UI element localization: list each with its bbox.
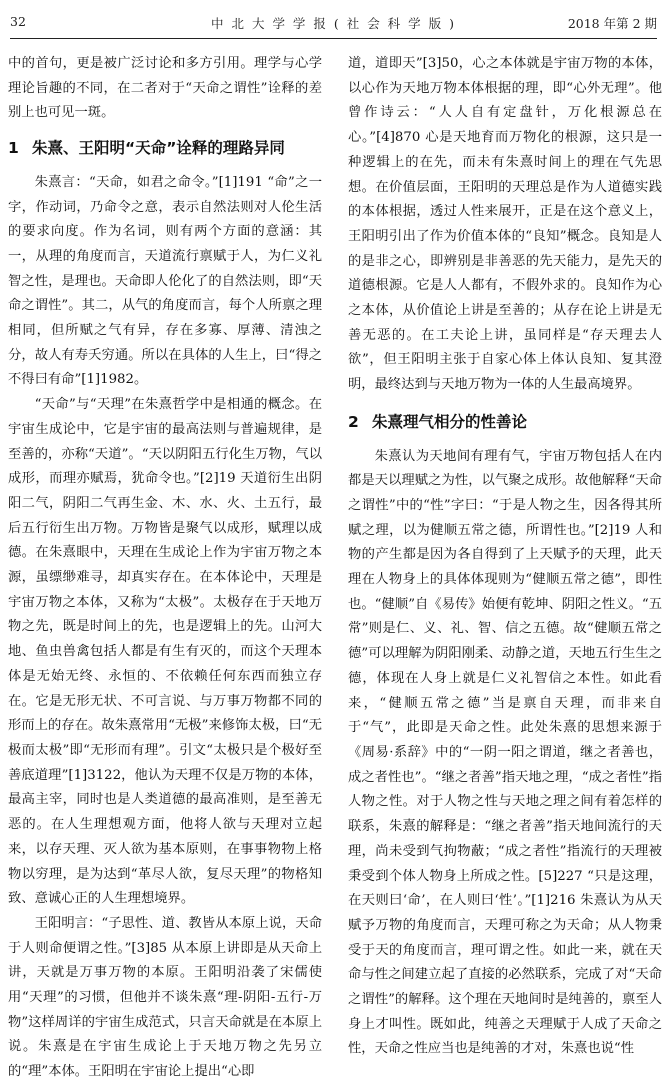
right-column (348, 52, 662, 1062)
page-number: 32 (10, 14, 26, 29)
body-paragraph: 中的首句，更是被广泛讨论和多方引用。理学与心学理论旨趣的不同，在二者对于“天命之谓性”诠释的差别上也可见一斑。 (8, 56, 322, 121)
body-paragraph: “天命”与“天理”在朱熹哲学中是相通的概念。在宇宙生成论中，它是宇宙的最高法则与普遍规律，是至善的，亦称“天道”。“天以阴阳五行化生万物，气以成形，而理亦赋焉，犹命令也。”[2]19 天道衍生出阴阳二气，阴阳二气再生金、木、水、火、土五行，最后五行衍生出万物。万物皆是聚气以成形，赋理以成德。在朱熹眼中，天理在生成论上作为宇宙万物之本源，虽缥缈难寻，却真实存在。在本体论中，天理是宇宙万物之本体，又称为“太极”。太极存在于天地万物之先，既是时间上的先，也是逻辑上的先。山河大地、鱼虫兽禽包括人都是有生有灭的，而这个天理本体是无始无终、永恒的、不依赖任何东西而独立存在。它是无形无状、不可言说、与万事万物都不同的形而上的存在。故朱熹常用“无极”来修饰太极，曰“无极而太极”即“无形而有理”。引文“太极只是个极好至善底道理”[1]3122，他认为天理不仅是万物的本体，最高主宰，同时也是人类道德的最高准则，是至善无恶的。在人生理想观方面，他将人欲与天理对立起来，以存天理、灭人欲为基本原则，在事事物物上格物以穷理，是为达到“革尽人欲，复尽天理”的物格知致、意诚心正的人生理想境界。 (8, 397, 322, 907)
left-column (8, 52, 322, 1085)
section-heading (8, 126, 322, 171)
section-number: 1 (8, 139, 19, 158)
running-header (10, 4, 657, 39)
section-heading (348, 398, 662, 445)
issue-label: 2018 年第 2 期 (567, 16, 657, 31)
body-paragraph: 王阳明言：“子思性、道、教皆从本原上说，天命于人则命便谓之性。”[3]85 从本原上讲即是从天命上讲，天就是万事万物的本原。王阳明沿袭了宋儒使用“天理”的习惯，但他并不谈朱熹“理-阴阳-五行-万物”这样周详的宇宙生成范式，只言天命就是在本原上说。朱熹是在宇宙生成论上于天地万物之先另立的“理”本体。王阳明在宇宙论上提出“心即 (8, 915, 322, 1080)
body-paragraph: 道，道即天”[3]50，心之本体就是宇宙万物的本体，以心作为天地万物本体根据的理，即“心外无理”。他曾作诗云：“人人自有定盘针，万化根源总在心。”[4]870 心是天地育而万物化的根源，这只是一种逻辑上的在先，而未有朱熹时间上的理在气先思想。在价值层面，王阳明的天理总是作为人道德实践的本体根据，透过人性来展开，正是在这个意义上，王阳明引出了作为价值本体的“良知”概念。良知是人的是非之心，即辨别是非善恶的先天能力，是先天的道德根源。它是人人都有，不假外求的。良知作为心之本体，从价值论上讲是至善的；从存在论上讲是无善无恶的。在工夫论上讲，虽同样是“存天理去人欲”，但王阳明主张于自家心体上体认良知、复其澄明，最终达到与天地万物为一体的人生最高境界。 (348, 56, 662, 393)
section-title: 朱熹、王阳明“天命”诠释的理路异同 (32, 139, 285, 158)
body-paragraph: 朱熹言：“天命，如君之命令。”[1]191 “命”之一字，作动词，乃命令之意，表示自然法则对人伦生活的要求向度。作为名词，则有两个方面的意涵：其一，从理的角度而言，天道流行禀赋于人，为仁义礼智之性，是理也。天命即人伦化了的自然法则，即“天命之谓性”。其二，从气的角度而言，每个人所禀之理相同，但所赋之气有异，存在多寡、厚薄、清浊之分，故人有寿夭穷通。所以在具体的人生上，曰“得之不得曰有命”[1]1982。 (8, 174, 322, 388)
journal-title: 中 北 大 学 学 报 ( 社 会 科 学 版 ) (211, 16, 456, 31)
section-number: 2 (348, 412, 359, 431)
section-title: 朱熹理气相分的性善论 (372, 412, 528, 431)
body-paragraph: 朱熹认为天地间有理有气，宇宙万物包括人在内都是天以理赋之为性，以气聚之成形。故他解释“天命之谓性”中的“性”字曰：“于是人物之生，因各得其所赋之理，以为健顺五常之德，所谓性也。”[2]19 人和物的产生都是因为各自得到了上天赋予的天理，此天理在人物身上的具体体现则为“健顺五常之德”，即性也。“健顺”自《易传》始便有乾坤、阴阳之性义。“五常”则是仁、义、礼、智、信之五德。故“健顺五常之德”可以理解为阴阳刚柔、动静之道，天地五行生生之德，体现在人身上就是仁义礼智信之本性。如此看来，“健顺五常之德”当是禀自天理，而非来自于“气”，此即是天命之性。此处朱熹的思想来源于《周易·系辞》中的“一阴一阳之谓道，继之者善也，成之者性也”。“继之者善”指天地之理，“成之者性”指人物之性。对于人物之性与天地之理之间有着怎样的联系，朱熹的解释是：“继之者善”指天地间流行的天理，尚未受到气拘物蔽；“成之者性”指流行的天理被秉受到个体人物身上所成之性。[5]227 “只是这理，在天则曰‘命’，在人则曰‘性’。”[1]216 朱熹认为从天赋予万物的角度而言，天理可称之为天命；从人物秉受于天的角度而言，理可谓之性。如此一来，就在天命与性之间建立起了直接的必然联系，完成了对“天命之谓性”的解释。这个理在天地间时是纯善的，禀至人身上才叫性。既如此，纯善之天理赋于人成了天命之性，天命之性应当也是纯善的才对，朱熹也说“性 (348, 448, 662, 1057)
